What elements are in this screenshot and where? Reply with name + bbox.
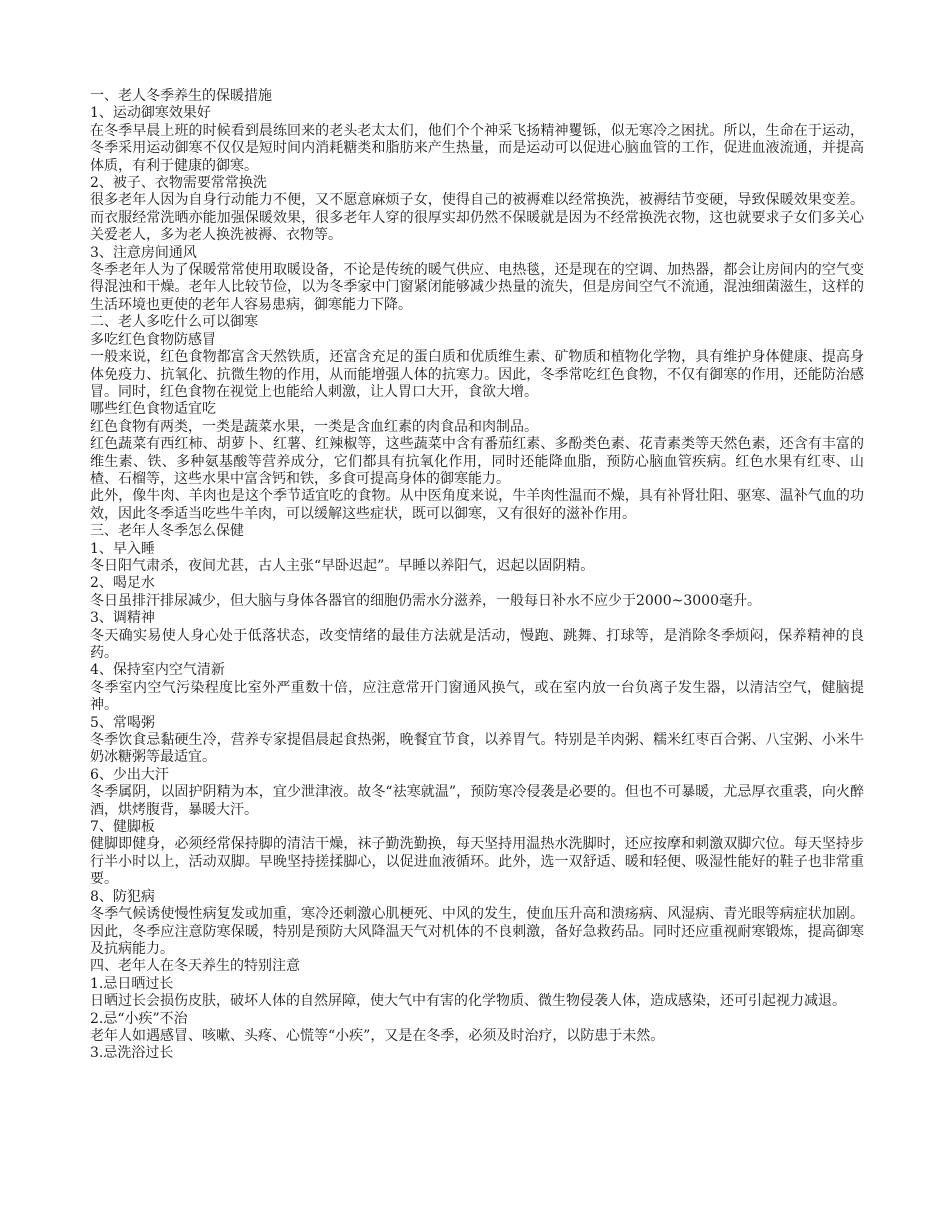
section-heading: 四、老年人在冬天养生的特别注意 — [90, 958, 300, 975]
sub-heading: 1.忌日晒过长 — [90, 975, 174, 992]
sub-heading: 4、保持室内空气清新 — [90, 662, 225, 679]
sub-heading: 哪些红色食物适宜吃 — [90, 401, 216, 418]
paragraph: 冬季气候诱使慢性病复发或加重，寒冷还刺激心肌梗死、中风的发生，使血压升高和溃疡病、风湿病、青光眼等病症状加剧。因此，冬季应注意防寒保暖，特别是预防大风降温天气对机体的不良刺激，备好急救药品。同时还应重视耐寒锻炼，提高御寒及抗病能力。 — [90, 906, 864, 957]
sub-heading: 2、喝足水 — [90, 575, 155, 592]
document-body — [90, 88, 864, 1063]
paragraph: 日晒过长会损伤皮肤，破坏人体的自然屏障，使大气中有害的化学物质、微生物侵袭人体，造成感染，还可引起视力减退。 — [90, 993, 846, 1010]
paragraph: 冬季室内空气污染程度比室外严重数十倍，应注意常开门窗通风换气，或在室内放一台负离子发生器，以清洁空气，健脑提神。 — [90, 679, 864, 714]
sub-heading: 8、防犯病 — [90, 888, 155, 905]
section-heading: 一、老人冬季养生的保暖措施 — [90, 88, 272, 104]
paragraph: 冬季属阴，以固护阴精为本，宜少泄津液。故冬“祛寒就温”，预防寒冷侵袭是必要的。但也不可暴暖，尤忌厚衣重裘，向火醉酒，烘烤腹背，暴暖大汗。 — [90, 784, 864, 818]
sub-heading: 2.忌“小疾”不治 — [90, 1010, 188, 1027]
sub-heading: 1、运动御寒效果好 — [90, 105, 211, 122]
sub-heading: 3、调精神 — [90, 610, 155, 627]
paragraph: 在冬季早晨上班的时候看到晨练回来的老头老太太们，他们个个神采飞扬精神矍铄，似无寒冷之困扰。所以，生命在于运动，冬季采用运动御寒不仅仅是短时间内消耗糖类和脂肪来产生热量，而是运动可以促进心脑血管的工作，促进血液流通，并提高体质，有利于健康的御寒。 — [90, 122, 864, 174]
paragraph: 红色食物有两类，一类是蔬菜水果，一类是含血红素的肉食品和肉制品。 — [90, 418, 538, 435]
paragraph: 很多老年人因为自身行动能力不便，又不愿意麻烦子女，使得自己的被褥难以经常换洗，被褥结节变硬，导致保暖效果变差。而衣服经常洗晒亦能加强保暖效果，很多老年人穿的很厚实却仍然不保暖就是因为不经常换洗衣物，这也就要求子女们多关心关爱老人，多为老人换洗被褥、衣物等。 — [90, 192, 864, 244]
section-heading: 三、老年人冬季怎么保健 — [90, 523, 244, 540]
paragraph: 健脚即健身，必须经常保持脚的清洁干燥，袜子勤洗勤换，每天坚持用温热水洗脚时，还应按摩和刺激双脚穴位。每天坚持步行半小时以上，活动双脚。早晚坚持搓揉脚心，以促进血液循环。此外，选一双舒适、暖和轻便、吸湿性能好的鞋子也非常重要。 — [90, 836, 864, 888]
sub-heading: 5、常喝粥 — [90, 714, 155, 731]
paragraph: 一般来说，红色食物都富含天然铁质，还富含充足的蛋白质和优质维生素、矿物质和植物化学物，具有维护身体健康、提高身体免疫力、抗氧化、抗微生物的作用，从而能增强人体的抗寒力。因此，冬季常吃红色食物，不仅有御寒的作用，还能防治感冒。同时，红色食物在视觉上也能给人刺激，让人胃口大开，食欲大增。 — [90, 349, 864, 400]
paragraph: 此外，像牛肉、羊肉也是这个季节适宜吃的食物。从中医角度来说，牛羊肉性温而不燥，具有补肾壮阳、驱寒、温补气血的功效，因此冬季适当吃些牛羊肉，可以缓解这些症状，既可以御寒，又有很好的滋补作用。 — [90, 488, 864, 522]
sub-heading: 7、健脚板 — [90, 819, 155, 836]
sub-heading: 3、注意房间通风 — [90, 244, 197, 261]
sub-heading: 3.忌洗浴过长 — [90, 1045, 174, 1062]
paragraph: 冬季饮食忌黏硬生冷，营养专家提倡晨起食热粥，晚餐宜节食，以养胃气。特别是羊肉粥、糯米红枣百合粥、八宝粥、小米牛奶冰糖粥等最适宜。 — [90, 732, 864, 766]
paragraph: 冬天确实易使人身心处于低落状态，改变情绪的最佳方法就是活动，慢跑、跳舞、打球等，是消除冬季烦闷，保养精神的良药。 — [90, 627, 864, 661]
paragraph: 红色蔬菜有西红柿、胡萝卜、红薯、红辣椒等，这些蔬菜中含有番茄红素、多酚类色素、花青素类等天然色素，还含有丰富的维生素、铁、多种氨基酸等营养成分，它们都具有抗氧化作用，同时还能降血脂，预防心脑血管疾病。红色水果有红枣、山楂、石榴等，这些水果中富含钙和铁，多食可提高身体的御寒能力。 — [90, 436, 864, 487]
sub-heading: 多吃红色食物防感冒 — [90, 331, 216, 348]
paragraph: 老年人如遇感冒、咳嗽、头疼、心慌等“小疾”，又是在冬季，必须及时治疗，以防患于未然。 — [90, 1027, 665, 1044]
sub-heading: 1、早入睡 — [90, 540, 155, 557]
paragraph: 冬季老年人为了保暖常常使用取暖设备，不论是传统的暖气供应、电热毯，还是现在的空调、加热器，都会让房间内的空气变得混浊和干燥。老年人比较节俭，以为冬季家中门窗紧闭能够减少热量的流失，但是房间空气不流通，混浊细菌滋生，这样的生活环境也更使的老年人容易患病，御寒能力下降。 — [90, 262, 864, 313]
sub-heading: 2、被子、衣物需要常常换洗 — [90, 175, 267, 192]
sub-heading: 6、少出大汗 — [90, 766, 169, 783]
paragraph: 冬日虽排汗排尿减少，但大脑与身体各器官的细胞仍需水分滋养，一般每日补水不应少于2000~3000毫升。 — [90, 592, 761, 609]
paragraph: 冬日阳气肃杀，夜间尤甚，古人主张“早卧迟起”。早睡以养阳气，迟起以固阴精。 — [90, 557, 595, 574]
section-heading: 二、老人多吃什么可以御寒 — [90, 314, 258, 331]
